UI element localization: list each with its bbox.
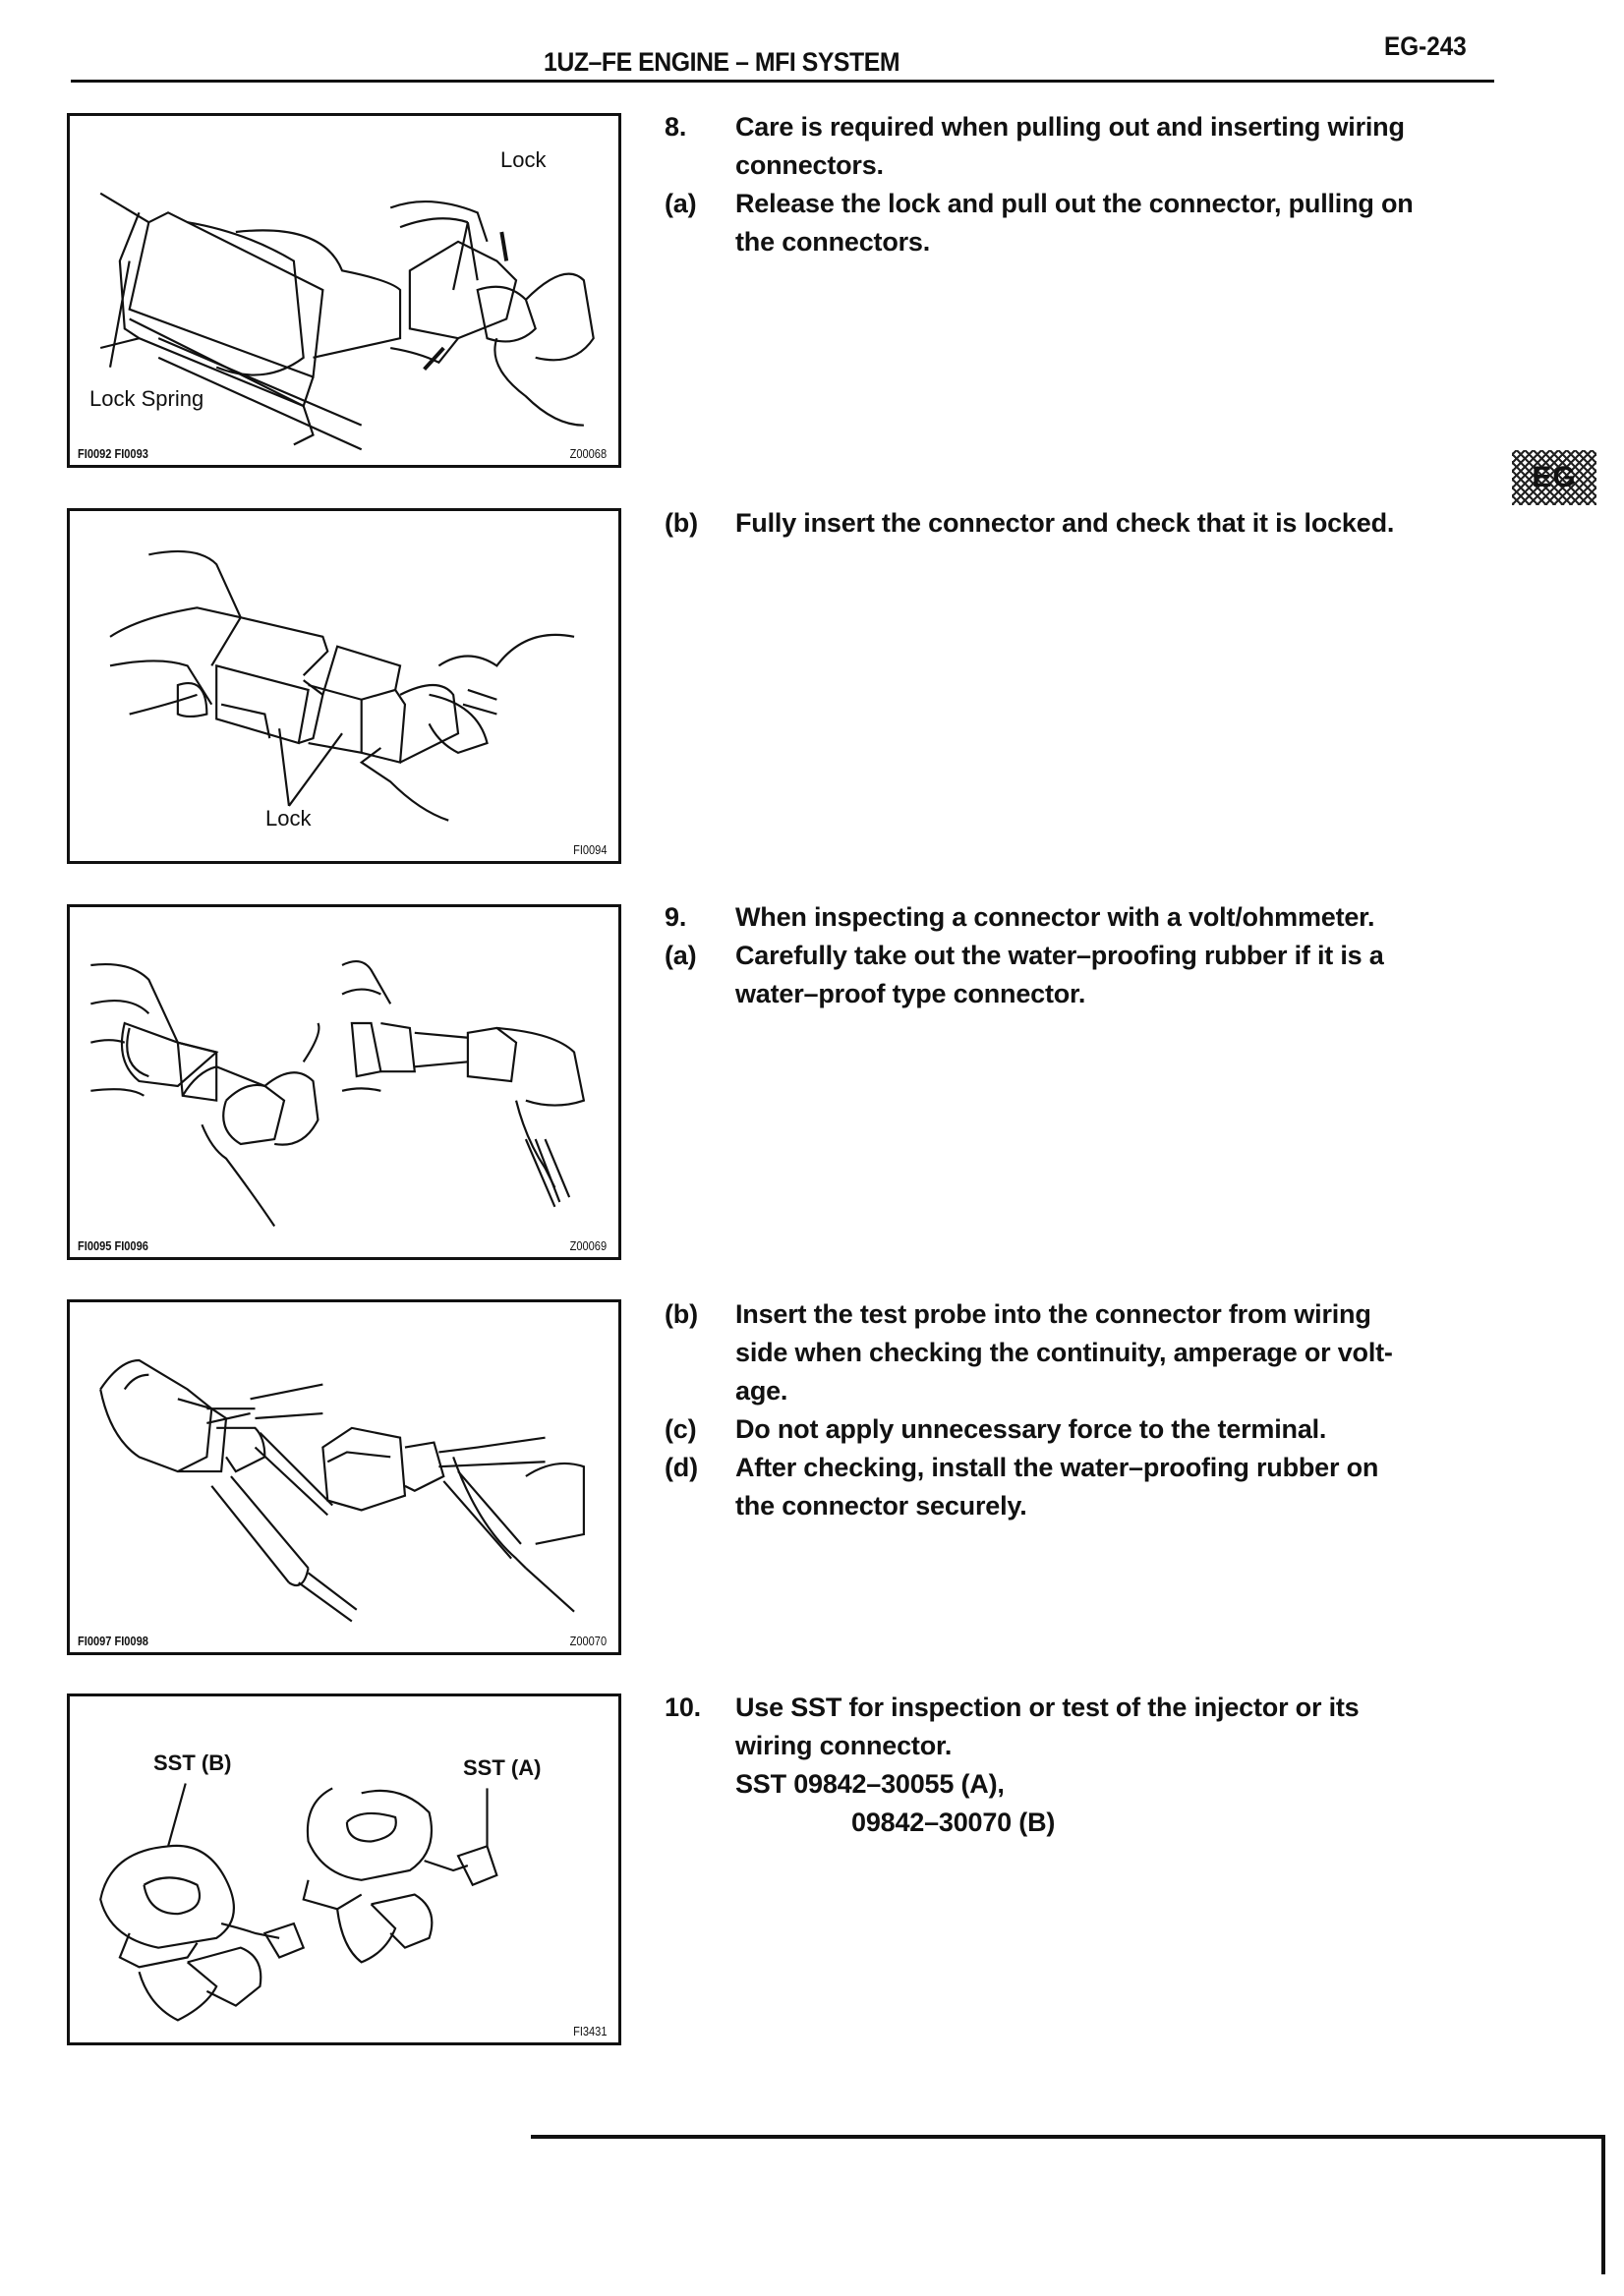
callout-sst-b: SST (B) [153,1751,232,1775]
step-text-line: After checking, install the water–proofing rubber on [735,1453,1379,1482]
callout-lock: Lock [265,806,312,831]
section-tab-label: EG [1532,461,1577,493]
figure-connector-insert [67,508,621,864]
step-number: (c) [665,1414,697,1444]
step-8-group [665,108,1496,261]
step-text-line: Fully insert the connector and check that it is locked. [735,508,1395,538]
step-8a [665,185,1496,261]
step-number: 9. [665,902,687,932]
figure-sst-harness [67,1693,621,2045]
section-tab-eg[interactable] [1512,450,1596,505]
figure-test-probe [67,1299,621,1655]
footer-rule [531,2135,1605,2139]
step-number: (a) [665,941,697,970]
step-text-line: Care is required when pulling out and inserting wiring [735,112,1405,142]
page-number: EG-243 [1384,31,1467,61]
step-text-line: When inspecting a connector with a volt/ohmmeter. [735,902,1375,932]
footer-corner-rule [1601,2135,1605,2274]
page-title: 1UZ–FE ENGINE – MFI SYSTEM [544,47,900,77]
step-text-line: wiring connector. [735,1731,953,1760]
sst-part-number-b: 09842–30070 (B) [851,1808,1056,1837]
step-9bcd-group [665,1295,1496,1525]
step-9-group [665,898,1496,1013]
callout-lock: Lock [500,147,547,172]
figure-code-right: FI3431 [572,2024,607,2038]
step-text-line: connectors. [735,150,884,180]
step-text-line: Carefully take out the water–proofing rubber if it is a [735,941,1384,970]
figure-code-left: FI0095 FI0096 [78,1238,148,1253]
step-8b-group [665,504,1496,543]
figure-code-right: Z00070 [569,1634,607,1648]
step-8 [665,108,1496,185]
step-9 [665,898,1496,937]
step-text-line: the connectors. [735,227,931,257]
step-8b [665,504,1496,543]
step-10-group [665,1689,1496,1842]
sst-harness-illustration [70,1696,618,2042]
figure-code-left: FI0097 FI0098 [78,1634,148,1648]
sst-part-number-a: SST 09842–30055 (A), [735,1769,1005,1799]
figure-code-left: FI0092 FI0093 [78,446,148,461]
figure-code-right: FI0094 [572,842,607,857]
step-number: (b) [665,1299,698,1329]
header-rule [71,80,1494,83]
step-text-line: the connector securely. [735,1491,1027,1521]
step-number: 10. [665,1693,701,1722]
step-text-line: Do not apply unnecessary force to the terminal. [735,1414,1327,1444]
test-probe-illustration [70,1302,618,1652]
step-number: (d) [665,1453,698,1482]
step-text-line: Release the lock and pull out the connector, pulling on [735,189,1414,218]
callout-lock-spring: Lock Spring [89,386,204,411]
callout-sst-a: SST (A) [463,1755,542,1780]
connector-insert-illustration [70,511,618,861]
step-number: (b) [665,508,698,538]
step-9d [665,1449,1496,1525]
figure-code-right: Z00069 [569,1238,607,1253]
figure-waterproof-rubber [67,904,621,1260]
step-text-line: side when checking the continuity, amperage or volt- [735,1338,1393,1367]
step-text-line: water–proof type connector. [735,979,1086,1008]
step-9a [665,937,1496,1013]
step-9b [665,1295,1496,1410]
step-9c [665,1410,1496,1449]
step-number: 8. [665,112,687,142]
step-text-line: Use SST for inspection or test of the injector or its [735,1693,1360,1722]
figure-code-right: Z00068 [569,446,607,461]
step-text-line: age. [735,1376,788,1406]
step-number: (a) [665,189,697,218]
step-10 [665,1689,1496,1842]
figure-connector-release [67,113,621,468]
step-text-line: Insert the test probe into the connector from wiring [735,1299,1371,1329]
waterproof-rubber-illustration [70,907,618,1257]
